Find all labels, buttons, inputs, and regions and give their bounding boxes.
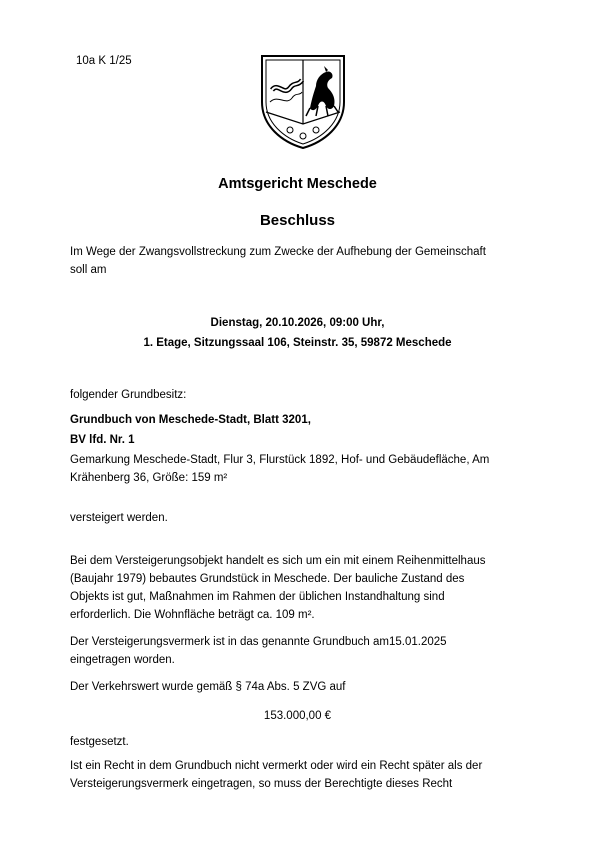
document-title: Beschluss: [259, 212, 336, 229]
auctioned-text: versteigert werden.: [70, 512, 168, 524]
land-register: Grundbuch von Meschede-Stadt, Blatt 3201,: [70, 414, 311, 426]
court-name: Amtsgericht Meschede: [218, 176, 377, 192]
object-description: Bei dem Versteigerungsobjekt handelt es sich um ein mit einem Reihenmittelhaus (Baujahr 1979) bebautes Grundstück in Meschede. Der bauliche Zustand des Objekts ist gut, Maßnahmen im Rahmen der üblichen Instandhaltung sind erforderlich. Die Wohnfläche beträgt ca. 109 m².: [70, 555, 486, 621]
appointment-date: Dienstag, 20.10.2026, 09:00 Uhr,: [210, 317, 385, 329]
parcel-description: Gemarkung Meschede-Stadt, Flur 3, Flurstück 1892, Hof- und Gebäudefläche, Am Krähenberg 36, Größe: 159 m²: [70, 454, 490, 484]
lfd-nr: BV lfd. Nr. 1: [70, 434, 135, 446]
rights-text: Ist ein Recht in dem Grundbuch nicht vermerkt oder wird ein Recht später als der Versteigerungsvermerk eingetragen, so muss der Berechtigte dieses Recht: [70, 760, 483, 790]
property-intro: folgender Grundbesitz:: [70, 389, 187, 401]
value-intro: Der Verkehrswert wurde gemäß § 74a Abs. 5 ZVG auf: [70, 681, 346, 693]
file-number: 10a K 1/25: [76, 55, 132, 67]
appointment-location: 1. Etage, Sitzungssaal 106, Steinstr. 35, 59872 Meschede: [143, 337, 452, 349]
fixed-text: festgesetzt.: [70, 736, 129, 748]
vermerk-text: Der Versteigerungsvermerk ist in das genannte Grundbuch am15.01.2025 eingetragen worden.: [70, 636, 447, 666]
coat-of-arms-icon: [258, 50, 348, 150]
intro-text: Im Wege der Zwangsvollstreckung zum Zwecke der Aufhebung der Gemeinschaft soll am: [70, 246, 486, 276]
market-value: 153.000,00 €: [263, 710, 332, 722]
